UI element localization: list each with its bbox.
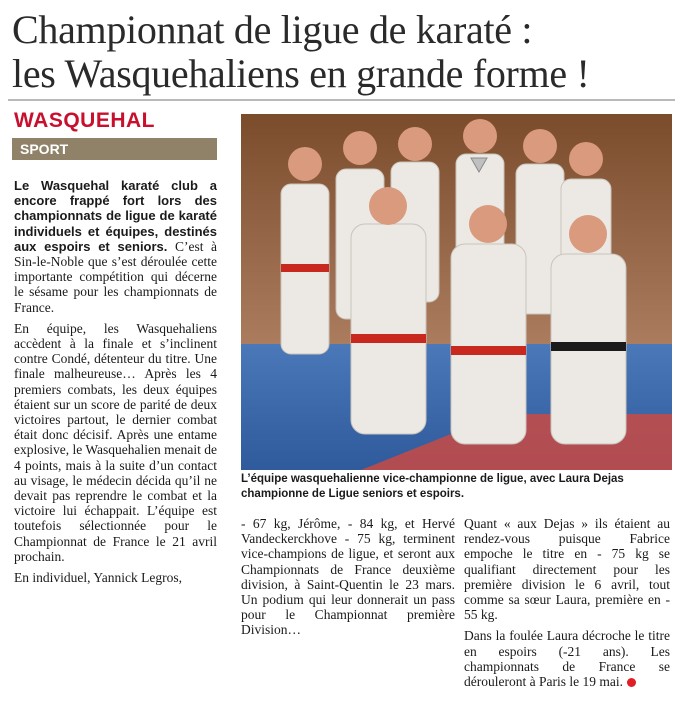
headline-line-2: les Wasquehaliens en grande forme !	[12, 51, 590, 96]
article-column-2	[241, 516, 455, 644]
lead-text: Le Wasquehal karaté club a encore frappé fort lors des championnats de ligue de karaté individuels et équipes, destinés aux espoirs et seniors.	[14, 178, 217, 254]
team-photo-image	[241, 114, 672, 470]
body-paragraph-closing	[464, 628, 670, 689]
body-paragraph-individual: En individuel, Yannick Legros,	[14, 570, 182, 586]
headline-divider	[8, 99, 675, 101]
closing-text: Dans la foulée Laura décroche le titre en espoirs (-21 ans). Les championnats de France se dérouleront à Paris le 19 mai.	[464, 628, 670, 690]
article-column-1	[14, 178, 217, 591]
photo-caption: L’équipe wasquehalienne vice-championne de ligue, avec Laura Dejas championne de Ligue seniors et espoirs.	[241, 473, 624, 500]
locality-label: WASQUEHAL	[14, 109, 155, 132]
body-paragraph-dejas: Quant « aux Dejas » ils étaient au rendez-vous puisque Fabrice empoche le titre en - 75 kg se qualifiant directement pour les première division le 6 avril, tout comme sa sœur Laura, première en - 55 kg.	[464, 516, 670, 623]
lead-continuation: C’est à Sin-le-Noble que s’est déroulée cette importante compétition qui décerne le sésame pour les championnats de France.	[14, 238, 217, 315]
lead-paragraph	[14, 178, 217, 315]
headline	[12, 8, 677, 96]
rubric-label: SPORT	[20, 141, 69, 157]
body-paragraph-team: En équipe, les Wasquehaliens accèdent à la finale et s’inclinent contre Condé, détenteur du titre. Une finale malheureuse… Après les 4 premiers combats, les deux équipes étaient sur un score de parité de deux victoires partout, le dernier combat était donc décisif. Après une entame explosive, le Wasquehalien menait de 4 points, mais à la suite d’un contact au visage, le médecin décida qu’il ne devait pas reprendre le combat et la victoire lui échappait. L’équipe est toutefois sélectionnée pour le Championnat de France le 21 avril prochain.	[14, 320, 217, 564]
article-column-3	[464, 516, 670, 695]
headline-line-1: Championnat de ligue de karaté :	[12, 7, 533, 52]
rubric-banner	[12, 138, 217, 160]
team-photo	[241, 114, 672, 470]
body-paragraph-results: - 67 kg, Jérôme, - 84 kg, et Hervé Vandeckerckhove - 75 kg, terminent vice-champions de ligue, et seront aux Championnats de France deuxième division, à Saint-Quentin le 23 mars. Un podium qui leur donnerait un pass pour le Championnat première Division…	[241, 516, 455, 638]
end-of-article-dot-icon	[627, 678, 636, 687]
